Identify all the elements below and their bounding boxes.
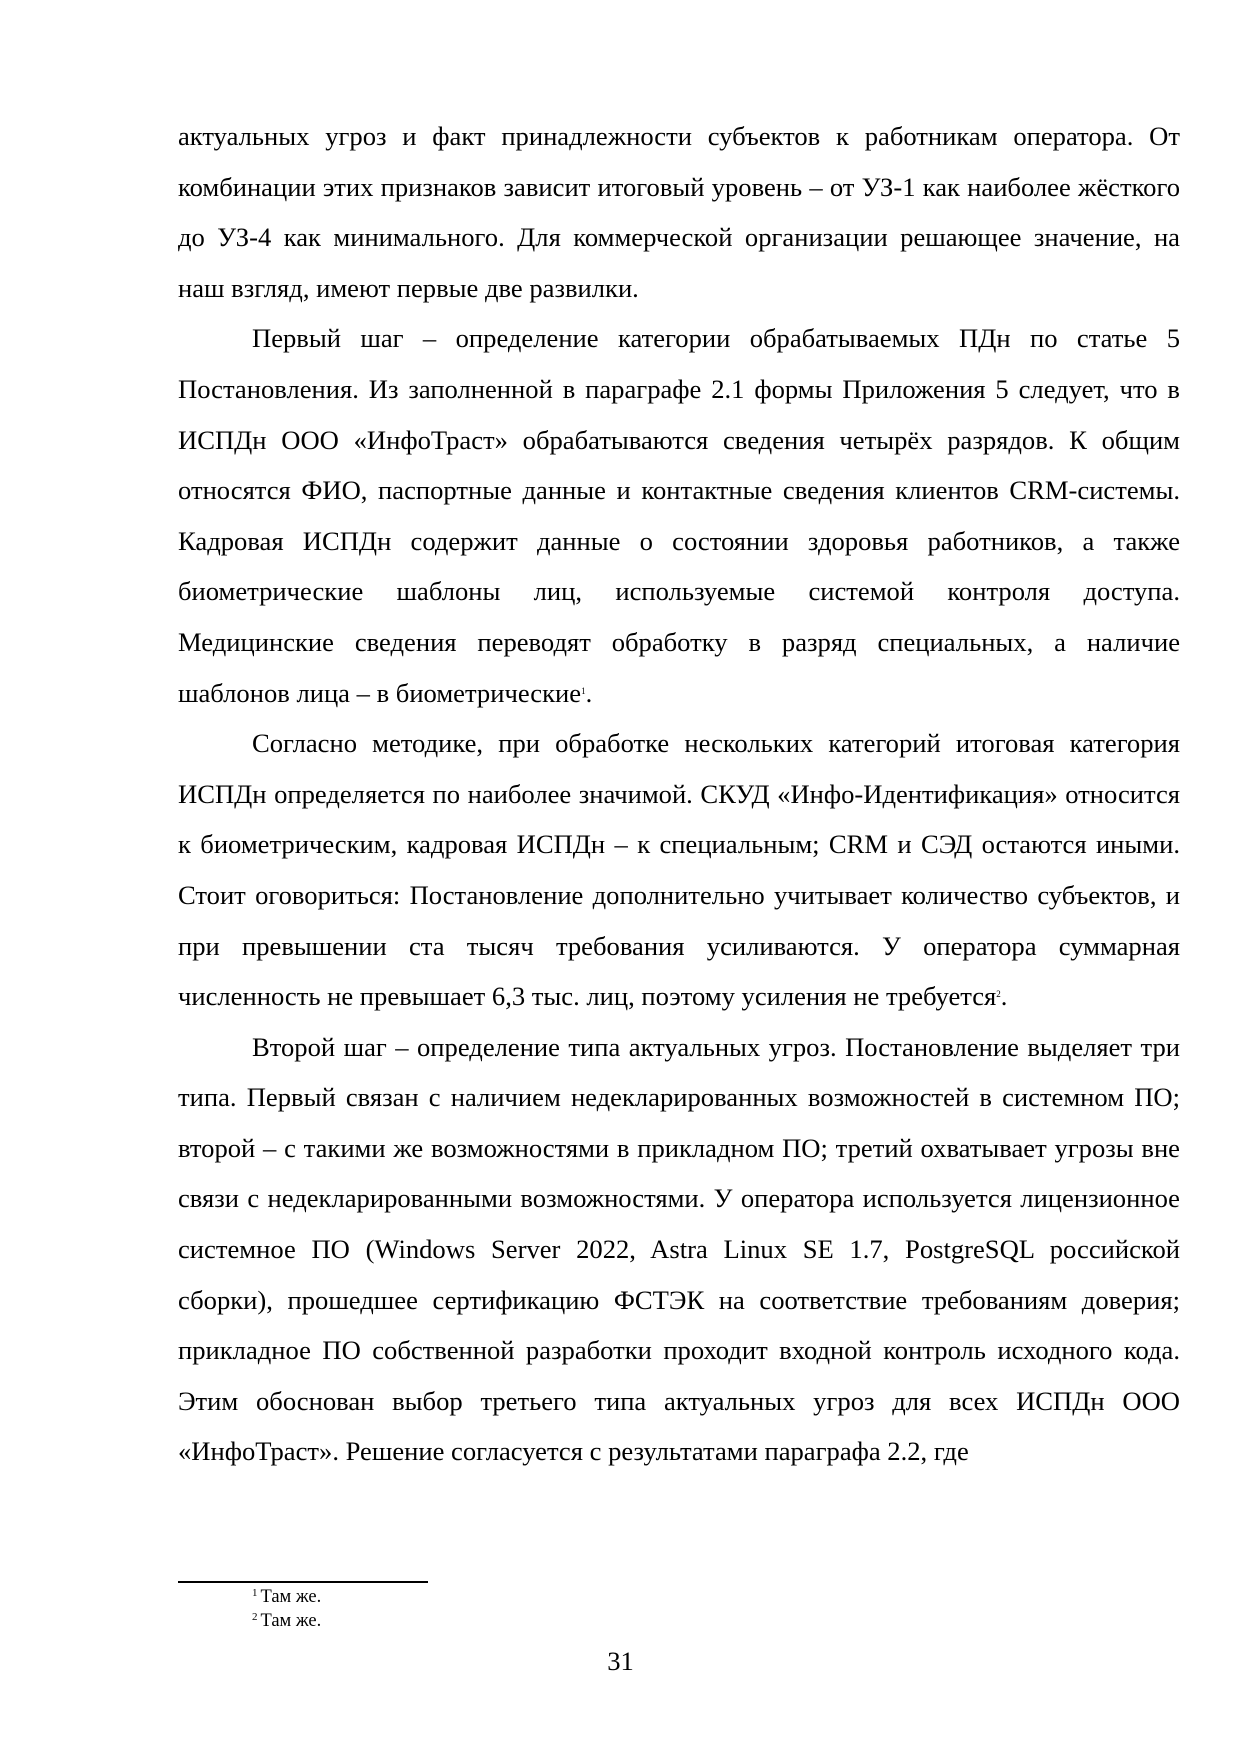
footnote-ref-2[interactable]: 2 bbox=[996, 989, 1001, 1000]
footnotes bbox=[252, 1585, 321, 1633]
paragraph-3-text: Согласно методике, при обработке нескольких категорий итоговая категория ИСПДн определяется по наиболее значимой. СКУД «Инфо-Идентификация» относится к биометрическим, кадровая ИСПДн – к специальным; CRM и СЭД остаются иными. Стоит оговориться: Постановление дополнительно учитывает количество субъектов, и при превышении ста тысяч требования усиливаются. У оператора суммарная численность не превышает 6,3 тыс. лиц, поэтому усиления не требуется bbox=[178, 728, 1180, 1012]
footnote-text-1: Там же. bbox=[260, 1587, 322, 1607]
footnote-mark-2: 2 bbox=[252, 1611, 258, 1623]
body-text bbox=[178, 111, 1180, 1477]
footnote-mark-1: 1 bbox=[252, 1587, 258, 1599]
footnote-1 bbox=[252, 1585, 321, 1609]
paragraph-2 bbox=[178, 313, 1180, 718]
paragraph-4 bbox=[178, 1022, 1180, 1477]
paragraph-4-text: Второй шаг – определение типа актуальных угроз. Постановление выделяет три типа. Первый связан с наличием недекларированных возможностей в системном ПО; второй – с такими же возможностями в прикладном ПО; третий охватывает угрозы вне связи с недекларированными возможностями. У оператора используется лицензионное системное ПО (Windows Server 2022, Astra Linux SE 1.7, PostgreSQL российской сборки), прошедшее сертификацию ФСТЭК на соответствие требованиям доверия; прикладное ПО собственной разработки проходит входной контроль исходного кода. Этим обоснован выбор третьего типа актуальных угроз для всех ИСПДн ООО «ИнфоТраст». Решение согласуется с результатами параграфа 2.2, где bbox=[178, 1031, 1180, 1467]
paragraph-2-text: Первый шаг – определение категории обрабатываемых ПДн по статье 5 Постановления. Из заполненной в параграфе 2.1 формы Приложения 5 следует, что в ИСПДн ООО «ИнфоТраст» обрабатываются сведения четырёх разрядов. К общим относятся ФИО, паспортные данные и контактные сведения клиентов CRM-системы. Кадровая ИСПДн содержит данные о состоянии здоровья работников, а также биометрические шаблоны лиц, используемые системой контроля доступа. Медицинские сведения переводят обработку в разряд специальных, а наличие шаблонов лица – в биометрические bbox=[178, 323, 1180, 708]
paragraph-3-tail: . bbox=[1000, 981, 1008, 1012]
paragraph-1-text: актуальных угроз и факт принадлежности субъектов к работникам оператора. От комбинации этих признаков зависит итоговый уровень – от УЗ-1 как наиболее жёсткого до УЗ-4 как минимального. Для коммерческой организации решающее значение, на наш взгляд, имеют первые две развилки. bbox=[178, 121, 1180, 303]
footnote-text-2: Там же. bbox=[260, 1611, 322, 1631]
paragraph-1 bbox=[178, 111, 1180, 313]
page-number: 31 bbox=[607, 1646, 634, 1676]
footnote-separator bbox=[178, 1581, 428, 1583]
paragraph-3 bbox=[178, 718, 1180, 1022]
footnote-ref-1[interactable]: 1 bbox=[581, 685, 586, 696]
paragraph-2-tail: . bbox=[585, 677, 593, 708]
footnote-2 bbox=[252, 1609, 321, 1633]
